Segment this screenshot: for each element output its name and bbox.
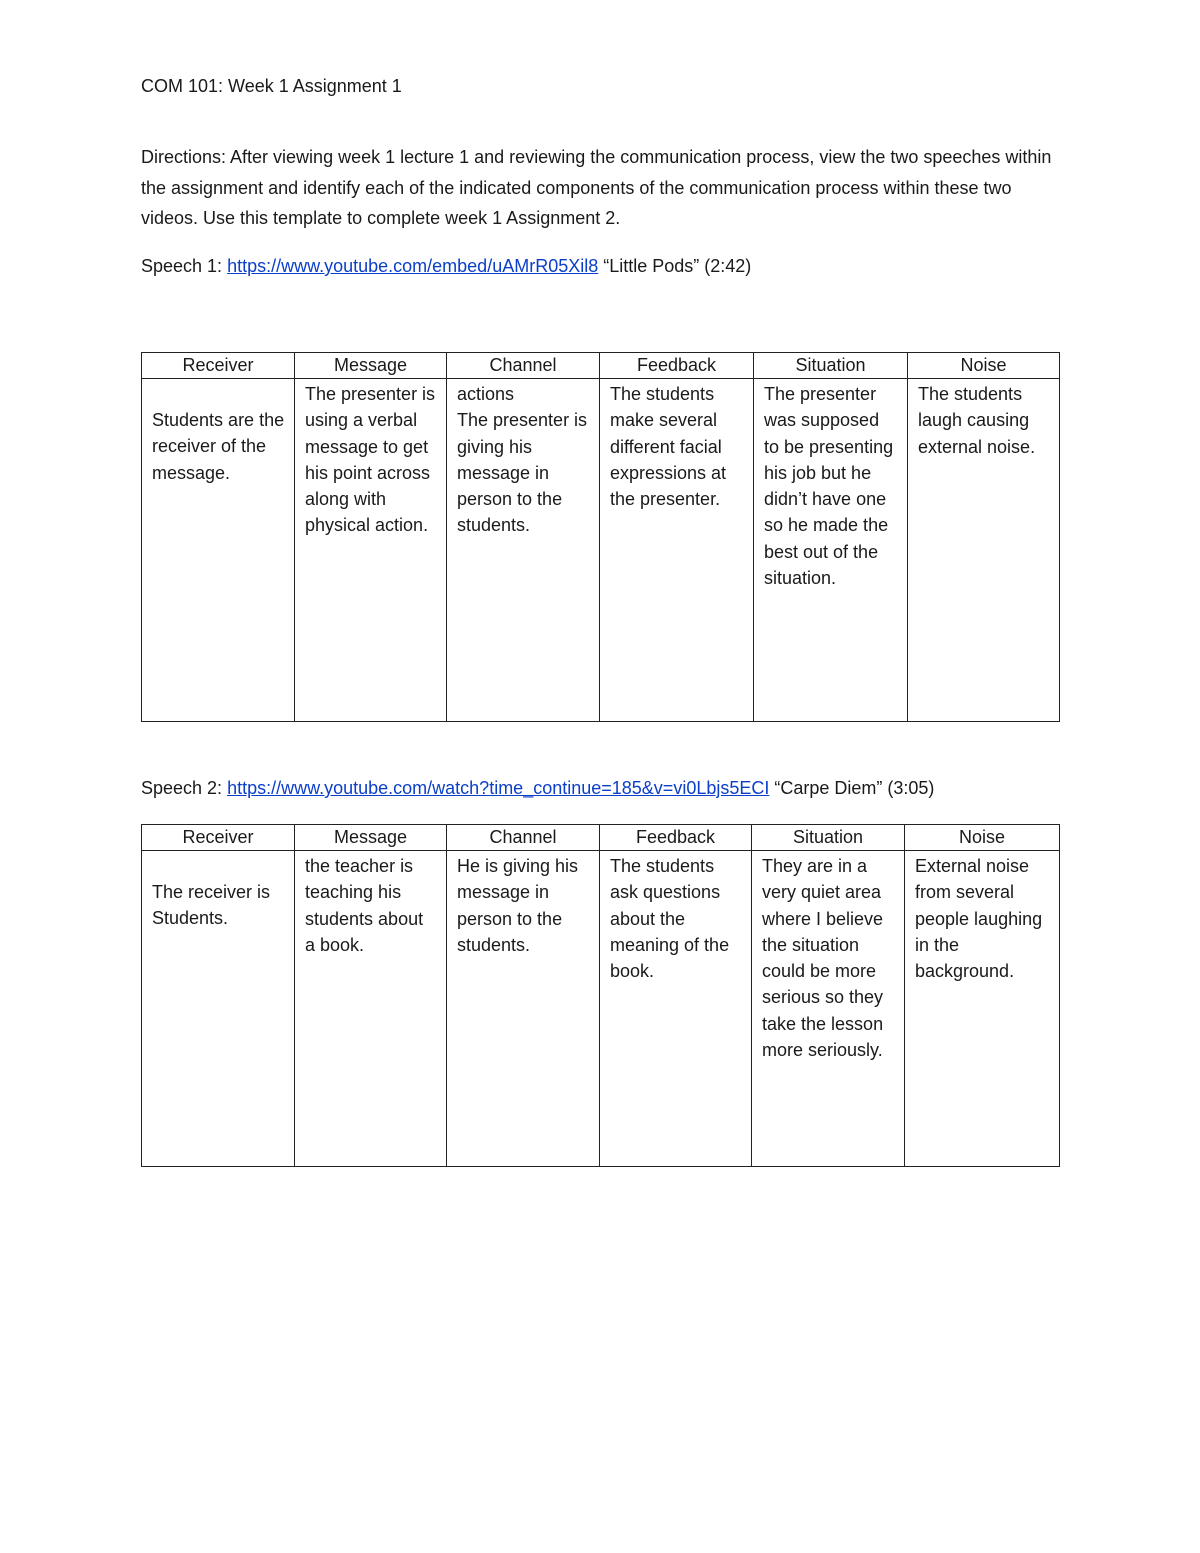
channel-text: He is giving his message in person to the students. xyxy=(457,856,579,955)
header-noise: Noise xyxy=(908,353,1060,379)
channel-text-line1: actions xyxy=(457,384,515,404)
speech-1-label: Speech 1: xyxy=(141,256,228,276)
noise-text: The students laugh causing external noise. xyxy=(918,384,1036,457)
receiver-text: The receiver is Students. xyxy=(152,882,271,929)
message-text: The presenter is using a verbal message to get his point across along with physical action. xyxy=(305,384,436,536)
feedback-cell xyxy=(600,379,754,722)
assignment-title: COM 101: Week 1 Assignment 1 xyxy=(141,76,402,96)
header-message: Message xyxy=(295,825,447,851)
channel-cell xyxy=(447,851,600,1167)
speech-2-link[interactable]: https://www.youtube.com/watch?time_continue=185&v=vi0Lbjs5ECI xyxy=(227,778,770,798)
message-cell xyxy=(295,851,447,1167)
header-receiver: Receiver xyxy=(142,825,295,851)
speech-2-title: “Carpe Diem” (3:05) xyxy=(769,778,935,798)
receiver-cell xyxy=(142,851,295,1167)
situation-cell xyxy=(754,379,908,722)
header-message: Message xyxy=(295,353,447,379)
speech-1-table xyxy=(141,352,1060,722)
table-header-row xyxy=(142,353,1060,379)
situation-text: They are in a very quiet area where I believe the situation could be more serious so they take the lesson more seriously. xyxy=(762,856,884,1061)
noise-text: External noise from several people laughing in the background. xyxy=(915,856,1043,982)
table-row xyxy=(142,379,1060,722)
header-channel: Channel xyxy=(447,825,600,851)
channel-cell xyxy=(447,379,600,722)
noise-cell xyxy=(908,379,1060,722)
header-feedback: Feedback xyxy=(600,353,754,379)
header-situation: Situation xyxy=(752,825,905,851)
feedback-cell xyxy=(600,851,752,1167)
message-cell xyxy=(295,379,447,722)
header-situation: Situation xyxy=(754,353,908,379)
feedback-text: The students make several different facial expressions at the presenter. xyxy=(610,384,727,510)
speech-2-label: Speech 2: xyxy=(141,778,228,798)
header-receiver: Receiver xyxy=(142,353,295,379)
situation-cell xyxy=(752,851,905,1167)
header-feedback: Feedback xyxy=(600,825,752,851)
situation-text: The presenter was supposed to be presenting his job but he didn’t have one so he made the best out of the situation. xyxy=(764,384,894,589)
table-row xyxy=(142,851,1060,1167)
speech-1-link[interactable]: https://www.youtube.com/embed/uAMrR05Xil8 xyxy=(227,256,599,276)
table-header-row xyxy=(142,825,1060,851)
header-channel: Channel xyxy=(447,353,600,379)
feedback-text: The students ask questions about the meaning of the book. xyxy=(610,856,730,982)
speech-1-line xyxy=(141,254,751,278)
receiver-text: Students are the receiver of the message. xyxy=(152,410,285,483)
receiver-cell xyxy=(142,379,295,722)
speech-2-line xyxy=(141,776,934,800)
message-text: the teacher is teaching his students about a book. xyxy=(305,856,424,955)
speech-2-table xyxy=(141,824,1060,1167)
noise-cell xyxy=(905,851,1060,1167)
channel-text: The presenter is giving his message in person to the students. xyxy=(457,410,588,536)
directions-paragraph: Directions: After viewing week 1 lecture 1 and reviewing the communication process, view the two speeches within the assignment and identify each of the indicated components of the communication process within these two videos. Use this template to complete week 1 Assignment 2. xyxy=(141,147,1052,228)
header-noise: Noise xyxy=(905,825,1060,851)
speech-1-title: “Little Pods” (2:42) xyxy=(598,256,752,276)
